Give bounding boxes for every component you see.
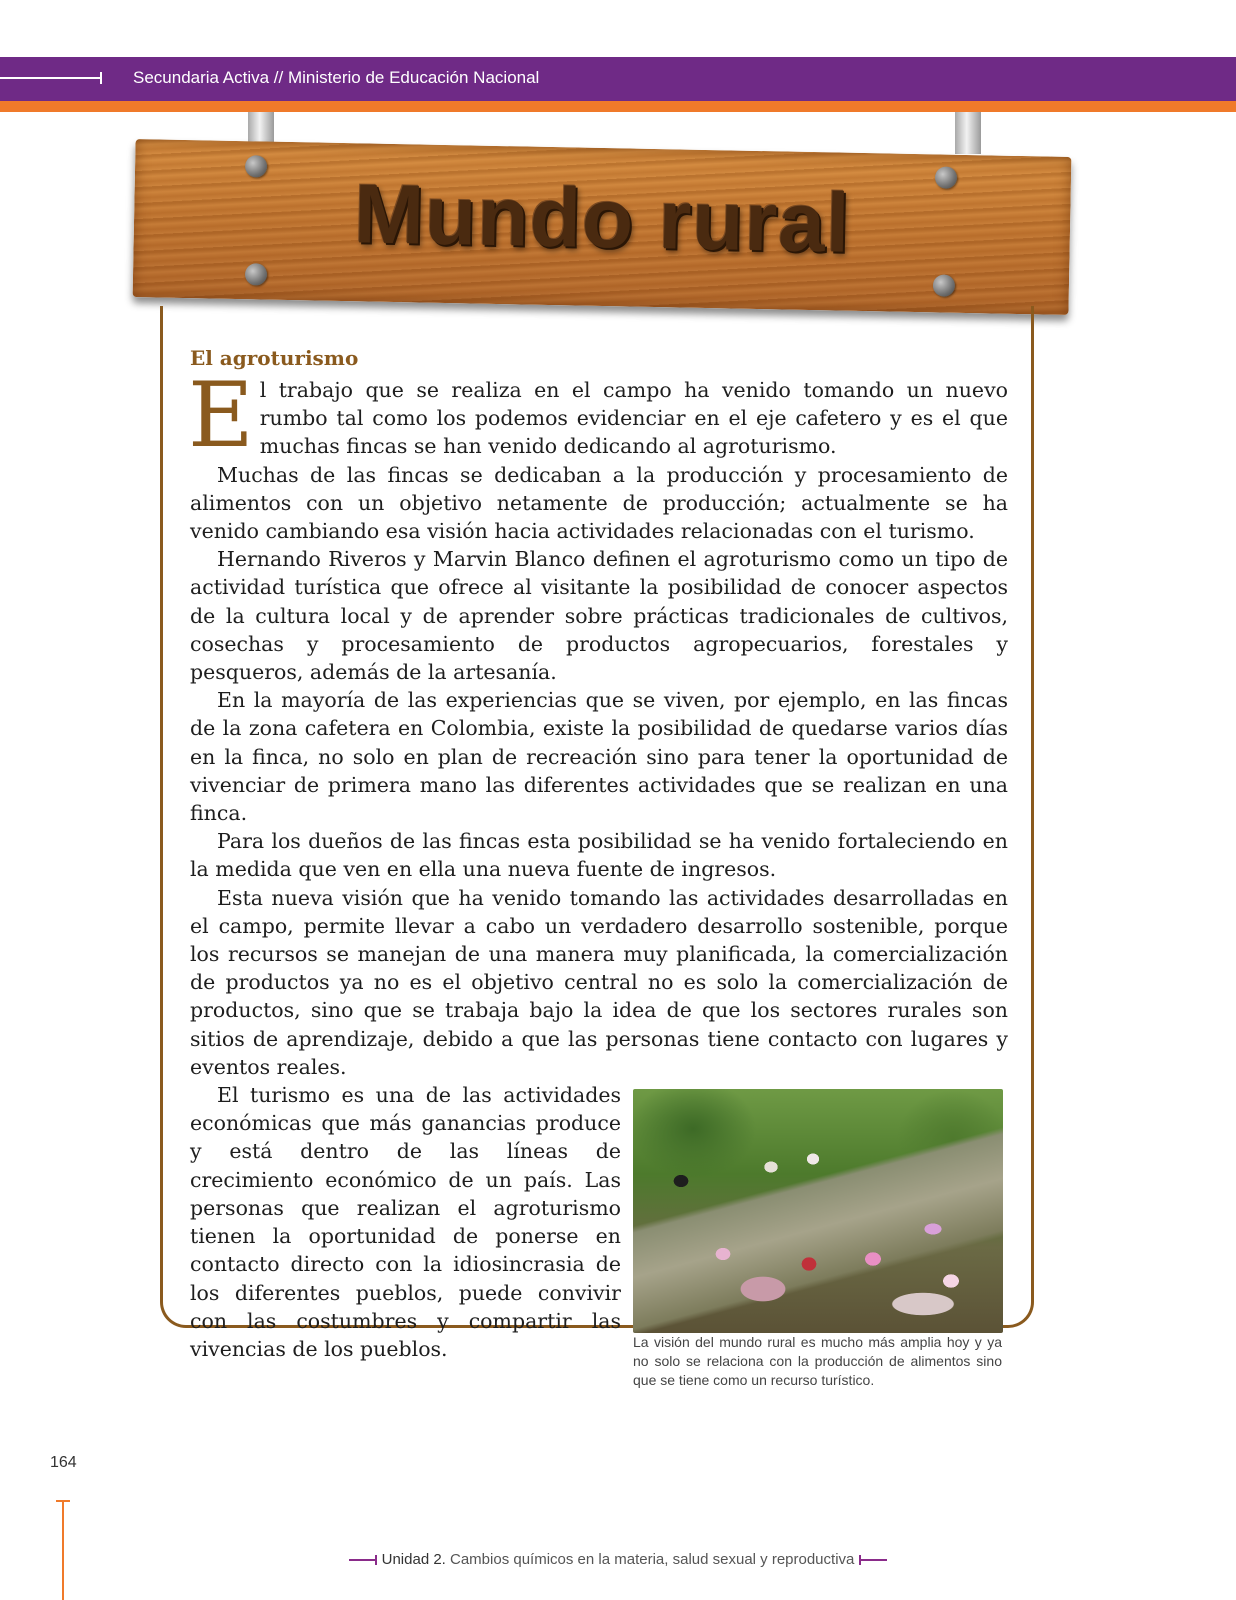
sign-post-right <box>955 112 981 154</box>
drop-cap: E <box>188 363 254 468</box>
page-title: Mundo rural <box>353 166 852 270</box>
paragraph-1 <box>188 363 1008 468</box>
section-heading: El agroturismo <box>190 346 359 370</box>
header-accent-bar <box>0 101 1236 112</box>
publication-title: Secundaria Activa // Ministerio de Educación Nacional <box>133 68 540 87</box>
header-bar <box>0 57 1236 101</box>
paragraph-6: Esta nueva visión que ha venido tomando las actividades desarrolladas en el campo, permite llevar a cabo un verdadero desarrollo sostenible, porque los recursos se manejan de una manera muy planificada, la comercialización de productos ya no es el objetivo central no es solo la comercialización de productos, sino que se trabaja bajo la idea de que los sectores rurales son sitios de aprendizaje, debido a que las personas tiene contacto con lugares y eventos reales. <box>190 885 1008 1079</box>
article-body <box>188 363 1008 1394</box>
margin-rule <box>62 1500 64 1600</box>
footer-unit-title: Cambios químicos en la materia, salud sexual y reproductiva <box>445 1551 855 1568</box>
footer-ornament-right <box>859 1559 887 1561</box>
footer <box>0 1551 1236 1568</box>
paragraph-4: En la mayoría de las experiencias que se viven, por ejemplo, en las fincas de la zona cafetera en Colombia, existe la posibilidad de quedarse varios días en la finca, no solo en plan de recreación sino para tener la oportunidad de vivenciar de primera mano las diferentes actividades que se realizan en una finca. <box>190 688 1008 826</box>
wooden-sign <box>133 139 1072 315</box>
paragraph-3: Hernando Riveros y Marvin Blanco definen el agroturismo como un tipo de actividad turística que ofrece al visitante la posibilidad de conocer aspectos de la cultura local y de aprender sobre prácticas tradicionales de cultivos, cosechas y procesamiento de productos agropecuarios, forestales y pesqueros, además de la artesanía. <box>190 547 1008 685</box>
figure-caption: La visión del mundo rural es mucho más amplia hoy y ya no solo se relaciona con la producción de alimentos sino que se tiene como un recurso turístico. <box>633 1334 1002 1389</box>
paragraph-5: Para los dueños de las fincas esta posibilidad se ha venido fortaleciendo en la medida que ven en ella una nueva fuente de ingresos. <box>190 829 1008 882</box>
bolt-icon <box>933 274 955 296</box>
bolt-icon <box>245 263 267 285</box>
footer-ornament-left <box>349 1559 377 1561</box>
header-rule <box>0 77 100 79</box>
rural-tourism-photo <box>633 1089 1003 1333</box>
figure <box>633 1089 1008 1390</box>
paragraph-text: l trabajo que se realiza en el campo ha venido tomando un nuevo rumbo tal como los podemos evidenciar en el eje cafetero y es el que muchas fincas se han venido dedicando al agroturismo. <box>259 378 1008 459</box>
paragraph-2: Muchas de las fincas se dedicaban a la producción y procesamiento de alimentos con un objetivo netamente de producción; actualmente se ha venido cambiando esa visión hacia actividades relacionadas con el turismo. <box>190 462 1008 544</box>
header-rule-tick <box>100 72 102 84</box>
footer-unit-label: Unidad 2. <box>381 1551 446 1568</box>
page-number: 164 <box>50 1454 77 1471</box>
paragraph-7: El turismo es una de las actividades económicas que más ganancias produce y está dentro de las líneas de crecimiento económico de un país. Las personas que realizan el agroturismo tienen la oportunidad de ponerse en contacto directo con la idiosincrasia de los diferentes pueblos, puede convivir con las costumbres y compartir las vivencias de los pueblos. <box>190 1083 621 1361</box>
